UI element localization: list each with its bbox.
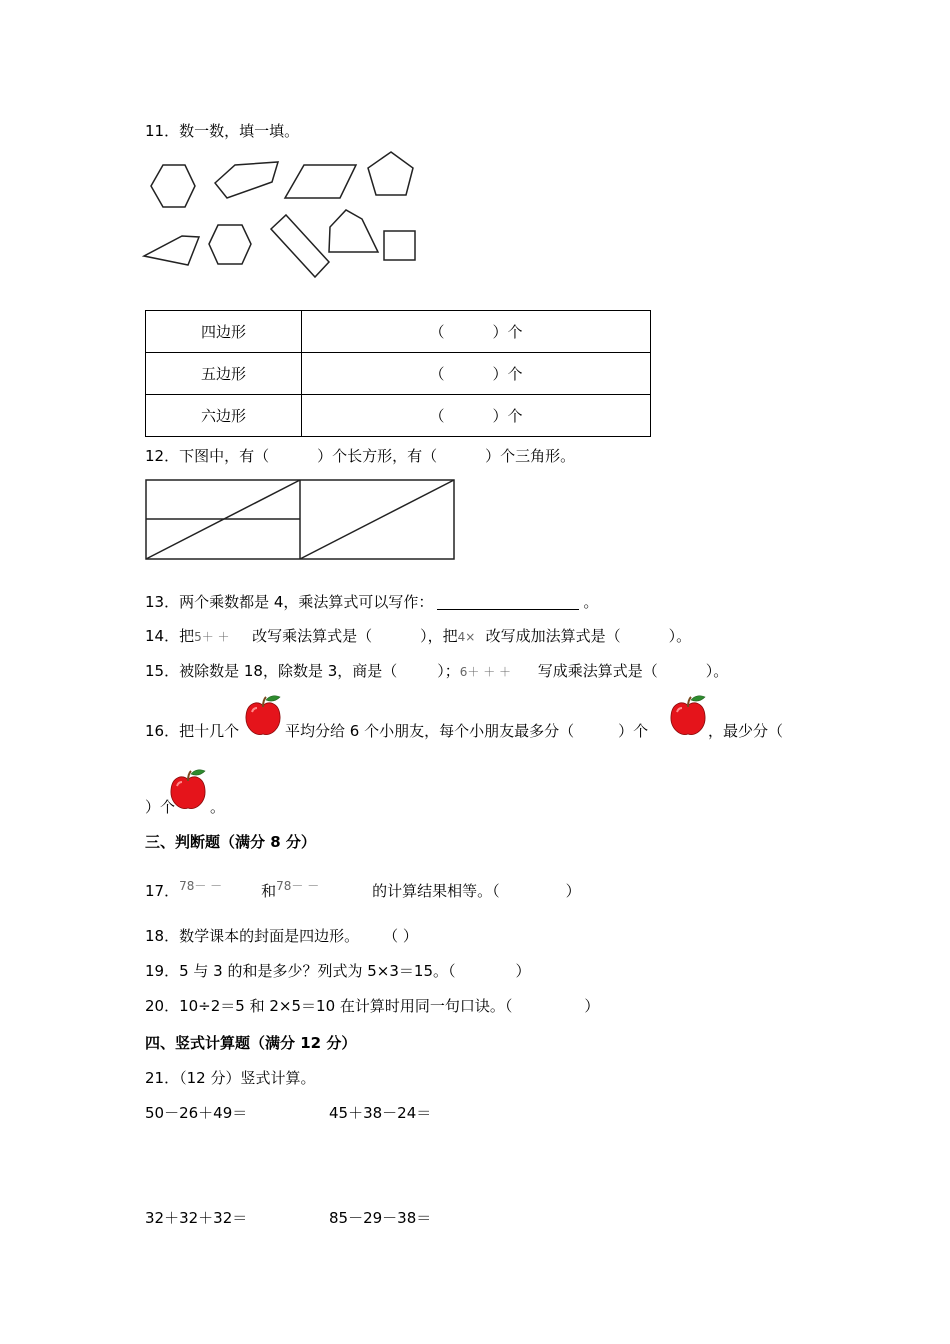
expr-image: 78－ － [276,879,320,893]
rectangle-tilted [271,215,329,277]
parallelogram-1 [285,165,356,198]
q11-title: 11．数一数，填一填。 [145,122,300,140]
answer-bracket[interactable]: （ ） [383,927,418,945]
q16-part4: ，最少分（ [708,722,784,740]
table-row [146,311,651,353]
section4-title: 四、竖式计算题（满分 12 分） [145,1034,357,1052]
square-1 [384,231,415,260]
answer-cell[interactable]: （ ）个 [302,353,651,395]
q11-table [145,310,651,437]
expr-image: 78－ － [179,879,223,893]
answer-cell[interactable]: （ ）个 [302,395,651,437]
section3-title: 三、判断题（满分 8 分） [145,833,316,851]
q19-text: 19．5 与 3 的和是多少？列式为 5×3＝15。（ ） [145,962,531,980]
calc-item: 45＋38－24＝ [329,1104,432,1122]
hexagon-1 [151,165,195,207]
q17-text: 17．78－ － 和78－ － 的计算结果相等。（ ） [145,879,581,900]
quadrilateral-1 [215,162,278,198]
calc-item: 32＋32＋32＝ [145,1209,248,1227]
hexagon-2 [209,225,251,264]
q12-figure [144,478,456,562]
q16-part5: ）个 [145,798,176,816]
row-label: 五边形 [146,353,302,395]
expr-image: 5＋ ＋ [194,630,230,644]
pentagon-2 [329,210,378,252]
answer-line[interactable] [437,595,579,610]
q16-part1-label: 16．把十几个 [145,722,240,740]
q16-part6: 。 [210,798,226,816]
expr-image: 6＋ ＋ ＋ [459,665,512,679]
calc-item: 50－26＋49＝ [145,1104,248,1122]
answer-cell[interactable]: （ ）个 [302,311,651,353]
q20-text: 20．10÷2＝5 和 2×5＝10 在计算时用同一句口诀。（ ） [145,997,600,1015]
apple-icon [243,694,283,738]
row-label: 四边形 [146,311,302,353]
q21-title: 21．（12 分）竖式计算。 [145,1069,316,1087]
q14-text: 14．把5＋ ＋ 改写乘法算式是（ ），把4× 改写成加法算式是（ ）。 [145,627,692,645]
q13-text: 13．两个乘数都是 4，乘法算式可以写作： 。 [145,593,599,611]
pentagon-1 [368,152,413,195]
q18-text: 18．数学课本的封面是四边形。 （ ） [145,927,418,945]
quadrilateral-2 [144,236,199,265]
apple-icon [668,694,708,738]
q15-text: 15．被除数是 18，除数是 3，商是（ ）；6＋ ＋ ＋ 写成乘法算式是（ ）。 [145,662,729,680]
q16-part2: 平均分给 6 个小朋友，每个小朋友最多分（ ）个 [285,722,649,740]
q11-shapes-figure [140,148,430,288]
q12-text: 12．下图中，有（ ）个长方形，有（ ）个三角形。 [145,447,576,465]
calc-item: 85－29－38＝ [329,1209,432,1227]
apple-icon [168,768,208,812]
row-label: 六边形 [146,395,302,437]
table-row [146,353,651,395]
table-row [146,395,651,437]
expr-image: 4× [457,630,476,644]
